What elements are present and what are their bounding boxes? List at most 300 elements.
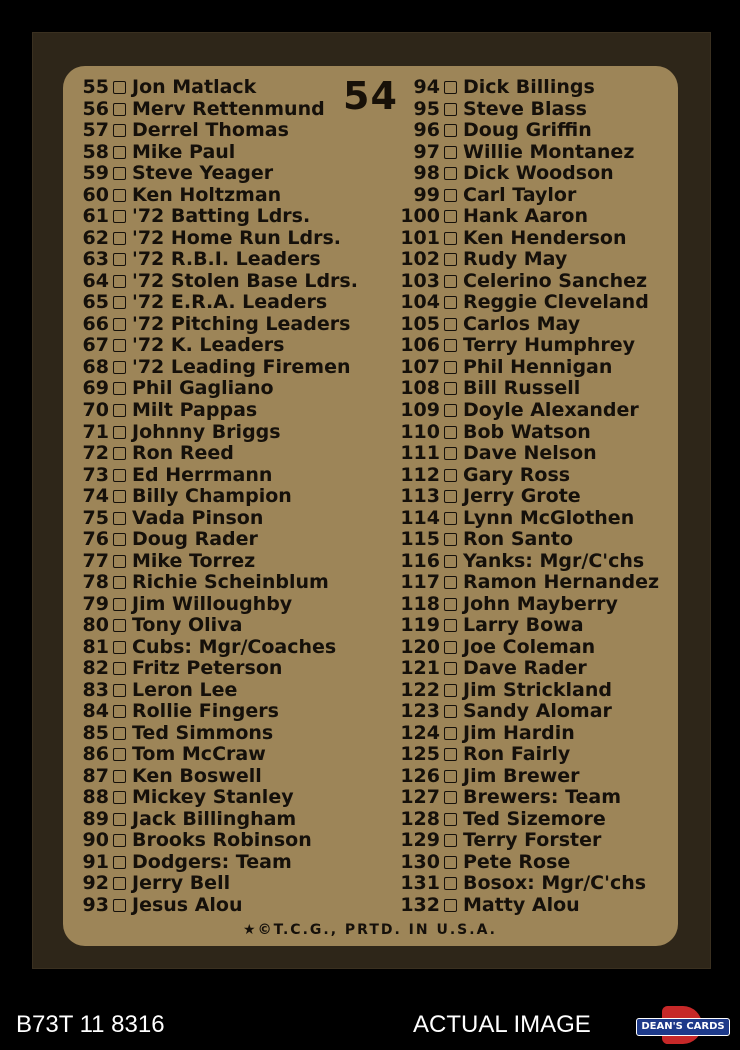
checklist-row [400, 529, 659, 551]
card-entry-number: 120 [400, 635, 440, 658]
card-entry-number: 112 [400, 463, 440, 486]
player-name: Tom McCraw [132, 743, 266, 766]
player-name: Dodgers: Team [132, 850, 292, 873]
checklist-row [400, 292, 659, 314]
player-name: Phil Hennigan [463, 355, 613, 378]
checkbox-square [444, 253, 457, 266]
player-name: Jon Matlack [132, 76, 257, 99]
player-name: Billy Champion [132, 485, 292, 508]
checklist-row [400, 271, 659, 293]
checklist-left-column [82, 77, 358, 916]
card-entry-number: 91 [82, 850, 109, 873]
card-entry-number: 118 [400, 592, 440, 615]
card-entry-number: 88 [82, 786, 109, 809]
card-entry-number: 114 [400, 506, 440, 529]
player-name: Larry Bowa [463, 614, 584, 637]
checklist-row [82, 443, 358, 465]
checkbox-square [113, 339, 126, 352]
checkbox-square [444, 339, 457, 352]
checkbox-square [113, 167, 126, 180]
player-name: John Mayberry [463, 592, 618, 615]
card-entry-number: 101 [400, 226, 440, 249]
checklist-row [82, 636, 358, 658]
player-name: Steve Blass [463, 97, 587, 120]
checkbox-square [113, 555, 126, 568]
checkbox-square [444, 318, 457, 331]
card-entry-number: 78 [82, 571, 109, 594]
player-name: Jack Billingham [132, 807, 297, 830]
checklist-row [82, 357, 358, 379]
checkbox-square [113, 684, 126, 697]
card-entry-number: 106 [400, 334, 440, 357]
checklist-row [82, 271, 358, 293]
player-name: Ted Sizemore [463, 807, 606, 830]
checkbox-square [444, 748, 457, 761]
player-name: Mickey Stanley [132, 786, 294, 809]
player-name: Sandy Alomar [463, 700, 612, 723]
card-entry-number: 125 [400, 743, 440, 766]
card-entry-number: 70 [82, 398, 109, 421]
checklist-row [400, 77, 659, 99]
checklist-row [400, 852, 659, 874]
player-name: Hank Aaron [463, 205, 588, 228]
checklist-row [82, 572, 358, 594]
checkbox-square [444, 533, 457, 546]
player-name: Bill Russell [463, 377, 581, 400]
card-entry-number: 92 [82, 872, 109, 895]
checkbox-square [113, 426, 126, 439]
player-name: Phil Gagliano [132, 377, 274, 400]
card-entry-number: 62 [82, 226, 109, 249]
card-entry-number: 69 [82, 377, 109, 400]
checklist-row [82, 787, 358, 809]
checklist-row [400, 615, 659, 637]
checkbox-square [444, 512, 457, 525]
checklist-row [400, 486, 659, 508]
player-name: Doyle Alexander [463, 398, 639, 421]
checkbox-square [113, 469, 126, 482]
checkbox-square [444, 899, 457, 912]
card-entry-number: 95 [413, 97, 440, 120]
checkbox-square [444, 727, 457, 740]
checkbox-square [444, 856, 457, 869]
checklist-row [400, 120, 659, 142]
player-name: '72 Home Run Ldrs. [132, 226, 342, 249]
checklist-row [82, 809, 358, 831]
player-name: Jim Strickland [463, 678, 613, 701]
checklist-row [400, 507, 659, 529]
card-entry-number: 64 [82, 269, 109, 292]
card-entry-number: 113 [400, 485, 440, 508]
card-code: B73T 11 8316 [16, 1011, 165, 1038]
card-entry-number: 111 [400, 442, 440, 465]
checklist-row [400, 357, 659, 379]
player-name: Terry Forster [463, 829, 602, 852]
checklist-row [82, 895, 358, 917]
logo-text: DEAN'S CARDS [636, 1018, 730, 1036]
card-entry-number: 122 [400, 678, 440, 701]
card-entry-number: 63 [82, 248, 109, 271]
card-entry-number: 74 [82, 485, 109, 508]
checklist-row [400, 99, 659, 121]
checkbox-square [444, 81, 457, 94]
checkbox-square [113, 81, 126, 94]
checkbox-square [444, 447, 457, 460]
card-entry-number: 105 [400, 312, 440, 335]
player-name: Rudy May [463, 248, 568, 271]
checkbox-square [113, 748, 126, 761]
checkbox-square [444, 426, 457, 439]
card-entry-number: 67 [82, 334, 109, 357]
card-entry-number: 85 [82, 721, 109, 744]
player-name: Jim Brewer [463, 764, 580, 787]
checklist-row [82, 314, 358, 336]
card-entry-number: 119 [400, 614, 440, 637]
checklist-row [400, 550, 659, 572]
player-name: '72 Leading Firemen [132, 355, 351, 378]
checkbox-square [113, 813, 126, 826]
checkbox-square [444, 662, 457, 675]
checklist-row [82, 701, 358, 723]
checklist-row [82, 378, 358, 400]
checkbox-square [444, 210, 457, 223]
player-name: Jesus Alou [132, 893, 243, 916]
card-entry-number: 116 [400, 549, 440, 572]
checklist-row [82, 744, 358, 766]
player-name: Ramon Hernandez [463, 571, 660, 594]
checklist-row [82, 722, 358, 744]
checkbox-square [113, 318, 126, 331]
card-entry-number: 131 [400, 872, 440, 895]
card-entry-number: 107 [400, 355, 440, 378]
checkbox-square [444, 189, 457, 202]
player-name: Ed Herrmann [132, 463, 273, 486]
card-entry-number: 110 [400, 420, 440, 443]
checklist-row [82, 142, 358, 164]
checklist-row [400, 895, 659, 917]
card-entry-number: 89 [82, 807, 109, 830]
checkbox-square [444, 103, 457, 116]
card-entry-number: 83 [82, 678, 109, 701]
checkbox-square [444, 275, 457, 288]
player-name: Ken Boswell [132, 764, 262, 787]
card-entry-number: 94 [413, 76, 440, 99]
player-name: Richie Scheinblum [132, 571, 329, 594]
checkbox-square [113, 382, 126, 395]
card-entry-number: 55 [82, 76, 109, 99]
player-name: Dave Nelson [463, 442, 597, 465]
checkbox-square [113, 275, 126, 288]
player-name: Johnny Briggs [132, 420, 281, 443]
checkbox-square [444, 124, 457, 137]
player-name: Pete Rose [463, 850, 571, 873]
checklist-row [400, 400, 659, 422]
checklist-row [82, 206, 358, 228]
player-name: Ron Fairly [463, 743, 571, 766]
card-number: 54 [343, 74, 398, 118]
checklist-row [82, 335, 358, 357]
checklist-row [82, 292, 358, 314]
checklist-row [82, 99, 358, 121]
checkbox-square [113, 361, 126, 374]
checkbox-square [113, 404, 126, 417]
checkbox-square [444, 296, 457, 309]
player-name: Reggie Cleveland [463, 291, 649, 314]
player-name: Derrel Thomas [132, 119, 289, 142]
checkbox-square [113, 232, 126, 245]
checklist-row [400, 701, 659, 723]
card-entry-number: 65 [82, 291, 109, 314]
card-entry-number: 124 [400, 721, 440, 744]
player-name: '72 K. Leaders [132, 334, 285, 357]
card-entry-number: 87 [82, 764, 109, 787]
checkbox-square [113, 189, 126, 202]
card-entry-number: 121 [400, 657, 440, 680]
player-name: Steve Yeager [132, 162, 274, 185]
card-entry-number: 102 [400, 248, 440, 271]
player-name: Terry Humphrey [463, 334, 636, 357]
checklist-row [82, 464, 358, 486]
card-entry-number: 56 [82, 97, 109, 120]
card-entry-number: 57 [82, 119, 109, 142]
checklist-row [82, 507, 358, 529]
card-entry-number: 97 [413, 140, 440, 163]
player-name: Carlos May [463, 312, 581, 335]
player-name: Tony Oliva [132, 614, 243, 637]
card-entry-number: 104 [400, 291, 440, 314]
player-name: Jerry Bell [132, 872, 231, 895]
checklist-row [82, 120, 358, 142]
card-entry-number: 84 [82, 700, 109, 723]
checklist-row [400, 228, 659, 250]
copyright-line: ★©T.C.G., PRTD. IN U.S.A. [243, 922, 497, 938]
checkbox-square [113, 662, 126, 675]
checkbox-square [444, 684, 457, 697]
checkbox-square [113, 641, 126, 654]
card-entry-number: 59 [82, 162, 109, 185]
checkbox-square [444, 705, 457, 718]
card-entry-number: 128 [400, 807, 440, 830]
card-entry-number: 108 [400, 377, 440, 400]
player-name: Milt Pappas [132, 398, 258, 421]
player-name: Celerino Sanchez [463, 269, 648, 292]
checklist-row [400, 593, 659, 615]
checklist-row [82, 830, 358, 852]
checklist-row [400, 421, 659, 443]
card-entry-number: 58 [82, 140, 109, 163]
player-name: Willie Montanez [463, 140, 635, 163]
checklist-row [400, 378, 659, 400]
checklist-row [82, 550, 358, 572]
player-name: Carl Taylor [463, 183, 577, 206]
checkbox-square [113, 770, 126, 783]
checklist-row [400, 679, 659, 701]
checkbox-square [444, 619, 457, 632]
player-name: Yanks: Mgr/C'chs [463, 549, 645, 572]
player-name: Fritz Peterson [132, 657, 283, 680]
checklist-row [400, 142, 659, 164]
checklist-row [82, 615, 358, 637]
checkbox-square [113, 124, 126, 137]
player-name: Dick Billings [463, 76, 595, 99]
checklist-row [82, 593, 358, 615]
checkbox-square [444, 877, 457, 890]
checklist-row [82, 249, 358, 271]
checkbox-square [113, 899, 126, 912]
checkbox-square [113, 210, 126, 223]
checklist-row [82, 185, 358, 207]
checklist-row [82, 486, 358, 508]
player-name: Ken Henderson [463, 226, 627, 249]
player-name: Cubs: Mgr/Coaches [132, 635, 337, 658]
checklist-row [82, 766, 358, 788]
player-name: Mike Paul [132, 140, 236, 163]
checkbox-square [444, 404, 457, 417]
player-name: Brooks Robinson [132, 829, 312, 852]
checkbox-square [113, 447, 126, 460]
player-name: Jerry Grote [463, 485, 581, 508]
card-entry-number: 127 [400, 786, 440, 809]
checkbox-square [444, 361, 457, 374]
player-name: Vada Pinson [132, 506, 264, 529]
player-name: '72 Batting Ldrs. [132, 205, 311, 228]
checkbox-square [444, 555, 457, 568]
card-entry-number: 60 [82, 183, 109, 206]
deans-cards-logo [636, 1006, 728, 1044]
checklist-row [400, 744, 659, 766]
card-entry-number: 79 [82, 592, 109, 615]
checkbox-square [444, 490, 457, 503]
checklist-row [82, 852, 358, 874]
player-name: Ted Simmons [132, 721, 274, 744]
card-entry-number: 132 [400, 893, 440, 916]
checkbox-square [113, 103, 126, 116]
card-entry-number: 126 [400, 764, 440, 787]
checklist-row [400, 722, 659, 744]
player-name: Leron Lee [132, 678, 238, 701]
player-name: Doug Rader [132, 528, 258, 551]
checkbox-square [113, 877, 126, 890]
checkbox-square [113, 619, 126, 632]
checklist-row [400, 163, 659, 185]
card-entry-number: 99 [413, 183, 440, 206]
checkbox-square [113, 834, 126, 847]
card-entry-number: 81 [82, 635, 109, 658]
card-entry-number: 109 [400, 398, 440, 421]
player-name: Mike Torrez [132, 549, 256, 572]
card-entry-number: 93 [82, 893, 109, 916]
checklist-row [400, 443, 659, 465]
player-name: Bosox: Mgr/C'chs [463, 872, 647, 895]
checklist-row [82, 679, 358, 701]
player-name: '72 E.R.A. Leaders [132, 291, 328, 314]
checkbox-square [444, 791, 457, 804]
checkbox-square [444, 641, 457, 654]
checkbox-square [444, 598, 457, 611]
checklist-row [82, 421, 358, 443]
card-entry-number: 72 [82, 442, 109, 465]
checkbox-square [113, 576, 126, 589]
card-entry-number: 66 [82, 312, 109, 335]
checklist-row [400, 636, 659, 658]
checkbox-square [113, 705, 126, 718]
card-entry-number: 130 [400, 850, 440, 873]
checklist-row [400, 873, 659, 895]
actual-image-label: ACTUAL IMAGE [413, 1011, 591, 1038]
checkbox-square [444, 232, 457, 245]
card-entry-number: 117 [400, 571, 440, 594]
player-name: Gary Ross [463, 463, 571, 486]
checklist-row [400, 809, 659, 831]
checkbox-square [113, 533, 126, 546]
card-entry-number: 115 [400, 528, 440, 551]
checkbox-square [113, 512, 126, 525]
card-entry-number: 98 [413, 162, 440, 185]
card-entry-number: 123 [400, 700, 440, 723]
player-name: Bob Watson [463, 420, 591, 443]
card-entry-number: 82 [82, 657, 109, 680]
checklist-right-column [400, 77, 659, 916]
checkbox-square [113, 490, 126, 503]
player-name: Merv Rettenmund [132, 97, 325, 120]
checklist-row [400, 335, 659, 357]
player-name: '72 Pitching Leaders [132, 312, 351, 335]
card-entry-number: 75 [82, 506, 109, 529]
card-entry-number: 77 [82, 549, 109, 572]
checklist-row [82, 873, 358, 895]
card-entry-number: 96 [413, 119, 440, 142]
checklist-row [400, 249, 659, 271]
player-name: '72 R.B.I. Leaders [132, 248, 321, 271]
checklist-row [82, 228, 358, 250]
checkbox-square [444, 813, 457, 826]
checklist-row [82, 163, 358, 185]
card-entry-number: 103 [400, 269, 440, 292]
player-name: Lynn McGlothen [463, 506, 635, 529]
checkbox-square [444, 576, 457, 589]
checkbox-square [444, 469, 457, 482]
checklist-row [400, 658, 659, 680]
player-name: Dick Woodson [463, 162, 614, 185]
player-name: Doug Griffin [463, 119, 592, 142]
checklist-row [400, 572, 659, 594]
checkbox-square [113, 296, 126, 309]
checkbox-square [444, 167, 457, 180]
card-entry-number: 73 [82, 463, 109, 486]
player-name: Joe Coleman [463, 635, 596, 658]
checklist-row [82, 658, 358, 680]
checkbox-square [444, 770, 457, 783]
player-name: Dave Rader [463, 657, 587, 680]
checkbox-square [113, 146, 126, 159]
card-entry-number: 61 [82, 205, 109, 228]
player-name: Jim Hardin [463, 721, 575, 744]
checkbox-square [113, 856, 126, 869]
card-entry-number: 68 [82, 355, 109, 378]
player-name: Ron Reed [132, 442, 234, 465]
checkbox-square [444, 382, 457, 395]
player-name: Rollie Fingers [132, 700, 279, 723]
checklist-row [82, 529, 358, 551]
checklist-row [400, 766, 659, 788]
card-entry-number: 80 [82, 614, 109, 637]
player-name: Jim Willoughby [132, 592, 293, 615]
checkbox-square [113, 727, 126, 740]
card-entry-number: 71 [82, 420, 109, 443]
card-entry-number: 86 [82, 743, 109, 766]
card-entry-number: 100 [400, 205, 440, 228]
checklist-row [400, 185, 659, 207]
